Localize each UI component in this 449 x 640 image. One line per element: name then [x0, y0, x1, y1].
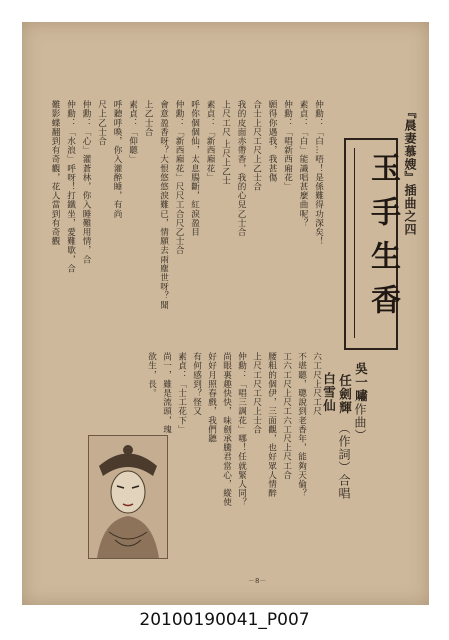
lyric-column: 仲勳：「白…唔！是係難得功深矣！	[313, 100, 324, 246]
lyric-column: 有何感到？怪又	[191, 352, 202, 416]
lyric-column: 上尺工尺 上尺上乙士	[220, 100, 231, 186]
title-rule	[354, 148, 355, 338]
singer-name-2: 白雪仙	[321, 372, 337, 413]
lyric-column: 好好月照春戲，我們聽	[206, 352, 217, 443]
lyric-column: 素貞：「新西廂花」	[205, 100, 216, 182]
lyric-column: 仲勳：「心」灌蒼林，你入睡難用情，合	[81, 100, 92, 264]
lyric-column: 尚眼裏趣快快，味劍承騰君當心，縱使	[221, 352, 232, 507]
lyric-column: 呼你個個仙，太息腸斷，紅淚盈目	[189, 100, 200, 237]
lyric-column: 欲生，長。	[146, 352, 157, 398]
lyric-column: 我的皮面赤帶香，我的心兒乙士合	[236, 100, 247, 237]
lyric-column: 素貞：「白」能識唱甚麼曲呢？	[298, 100, 309, 228]
lyric-column: 上尺工尺工尺上士合	[251, 352, 262, 434]
lyric-column: 尚一，雖是流頭，瑰	[161, 352, 172, 434]
lyric-column: 會意盈香呀？大恨悠悠淚難已，情願去兩塵世呀？聞	[158, 100, 169, 310]
title-box	[344, 138, 398, 350]
singer-name-1: 任劍輝	[337, 374, 353, 415]
lyric-column: 願得你遇我，我甚傷	[267, 100, 278, 182]
lyric-column: 仲勳：「新西廂花」尺尺工合尺乙士合	[174, 100, 185, 255]
lyric-column: 合士上尺工尺上乙士合	[251, 100, 262, 191]
lyric-column: 素貞：「仰聽」	[127, 100, 138, 164]
lyric-column: 上乙士合	[143, 100, 154, 137]
lyric-column: 仲勳：「唱三調花」哪！任就緊人同？	[236, 352, 247, 507]
song-title: 玉手生香	[365, 152, 400, 328]
singers-role: （作詞）合唱	[337, 422, 351, 500]
portrait-illustration	[89, 436, 167, 558]
composer-name: 吳一嘯	[353, 362, 369, 403]
lyric-column: 工六工尺上尺工六工尺上尺工合	[281, 352, 292, 480]
page-number: －8－	[248, 577, 267, 585]
lyric-column: 腰粗的個伊，三面觀，也好眾人情醉	[266, 352, 277, 498]
lyric-column: 仲勳：「唱新西廂花」	[282, 100, 293, 191]
lyric-column: 六工尺上尺工尺	[311, 352, 322, 416]
lyric-column: 尺上乙士合	[96, 100, 107, 146]
opera-portrait	[88, 435, 168, 559]
lyric-column: 難影蝶翻到有奇觀，花人當到有奇觀	[50, 100, 61, 246]
composer-role: （作曲）	[353, 390, 367, 442]
booklet-page	[22, 22, 429, 605]
lyric-column: 不堪聽，聰說到老香年，能夠天倫？	[296, 352, 307, 498]
lyric-column: 仲勳：「水浪」呼呀！打鐵坐，愛難歇，合	[65, 100, 76, 273]
song-header: 『晨妻慕嫂』插曲之四	[403, 106, 417, 236]
lyric-column: 素貞：「士工花下」	[176, 352, 187, 434]
lyric-column: 呼聽呼喚，你入灌醉睡，有尚	[112, 100, 123, 219]
archive-caption: 20100190041_P007	[139, 610, 310, 630]
